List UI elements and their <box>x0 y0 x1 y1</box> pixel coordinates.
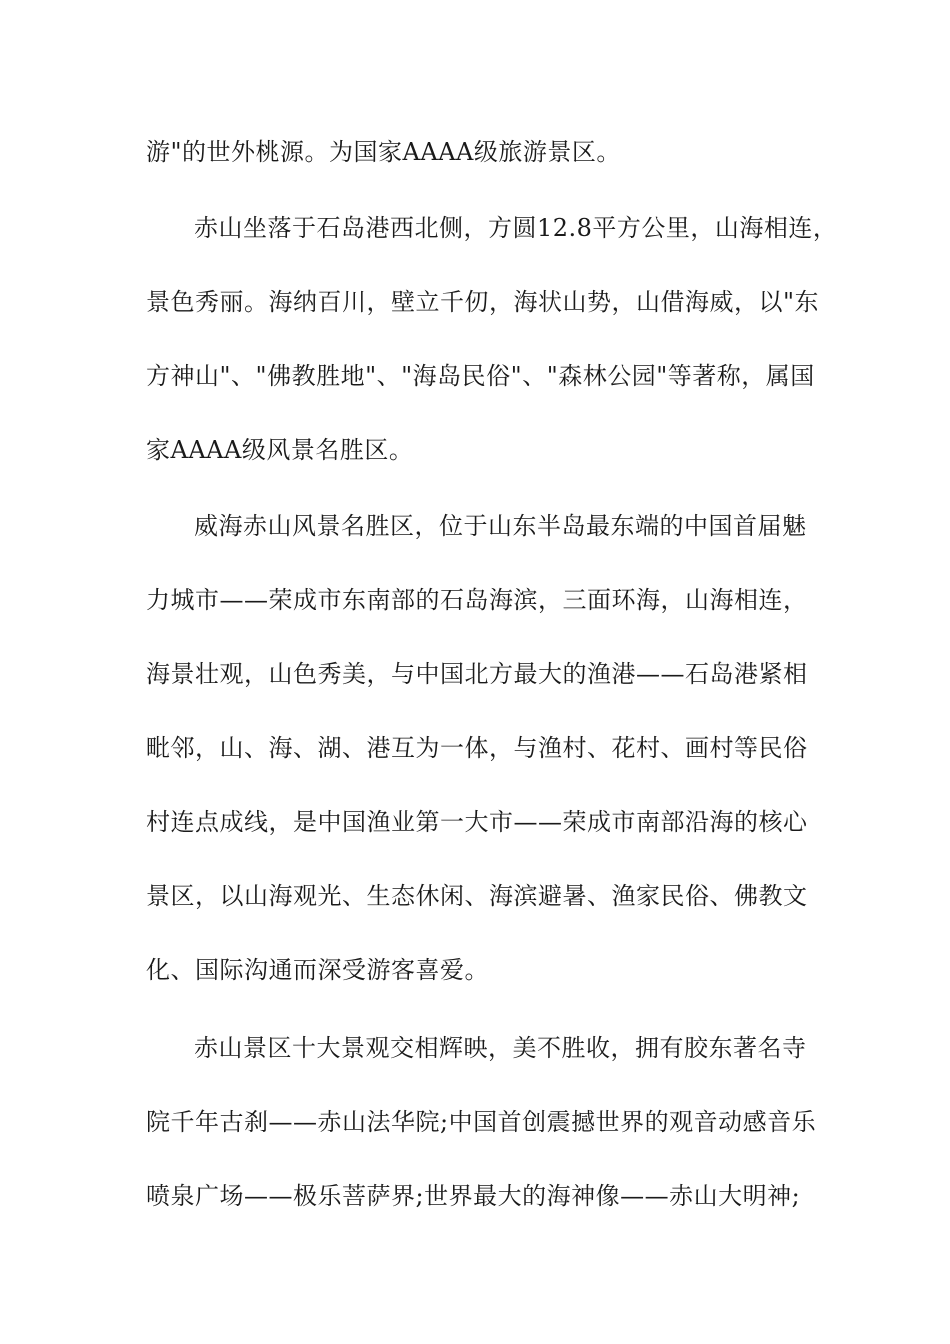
paragraph-line: 景色秀丽。海纳百川，壁立千仞，海状山势，山借海威，以"东 <box>146 288 820 316</box>
paragraph-line: 景区，以山海观光、生态休闲、海滨避暑、渔家民俗、佛教文 <box>146 882 808 910</box>
paragraph-line: 村连点成线，是中国渔业第一大市——荣成市南部沿海的核心 <box>146 808 808 836</box>
paragraph-line: 院千年古刹——赤山法华院;中国首创震撼世界的观音动感音乐 <box>146 1108 817 1136</box>
paragraph-line: 化、国际沟通而深受游客喜爱。 <box>146 956 489 984</box>
paragraph-line: 方神山"、"佛教胜地"、"海岛民俗"、"森林公园"等著称，属国 <box>146 362 815 390</box>
paragraph-line: 家AAAA级风景名胜区。 <box>146 436 414 464</box>
paragraph-line: 喷泉广场——极乐菩萨界;世界最大的海神像——赤山大明神; <box>146 1182 801 1210</box>
paragraph-line: 力城市——荣成市东南部的石岛海滨，三面环海，山海相连， <box>146 586 808 614</box>
paragraph-line: 赤山坐落于石岛港西北侧，方圆12.8平方公里，山海相连， <box>194 214 838 242</box>
paragraph-line: 毗邻，山、海、湖、港互为一体，与渔村、花村、画村等民俗 <box>146 734 808 762</box>
paragraph-line: 游"的世外桃源。为国家AAAA级旅游景区。 <box>146 138 621 166</box>
paragraph-line: 赤山景区十大景观交相辉映，美不胜收，拥有胶东著名寺 <box>194 1034 807 1062</box>
paragraph-line: 海景壮观，山色秀美，与中国北方最大的渔港——石岛港紧相 <box>146 660 808 688</box>
paragraph-line: 威海赤山风景名胜区，位于山东半岛最东端的中国首届魅 <box>194 512 807 540</box>
